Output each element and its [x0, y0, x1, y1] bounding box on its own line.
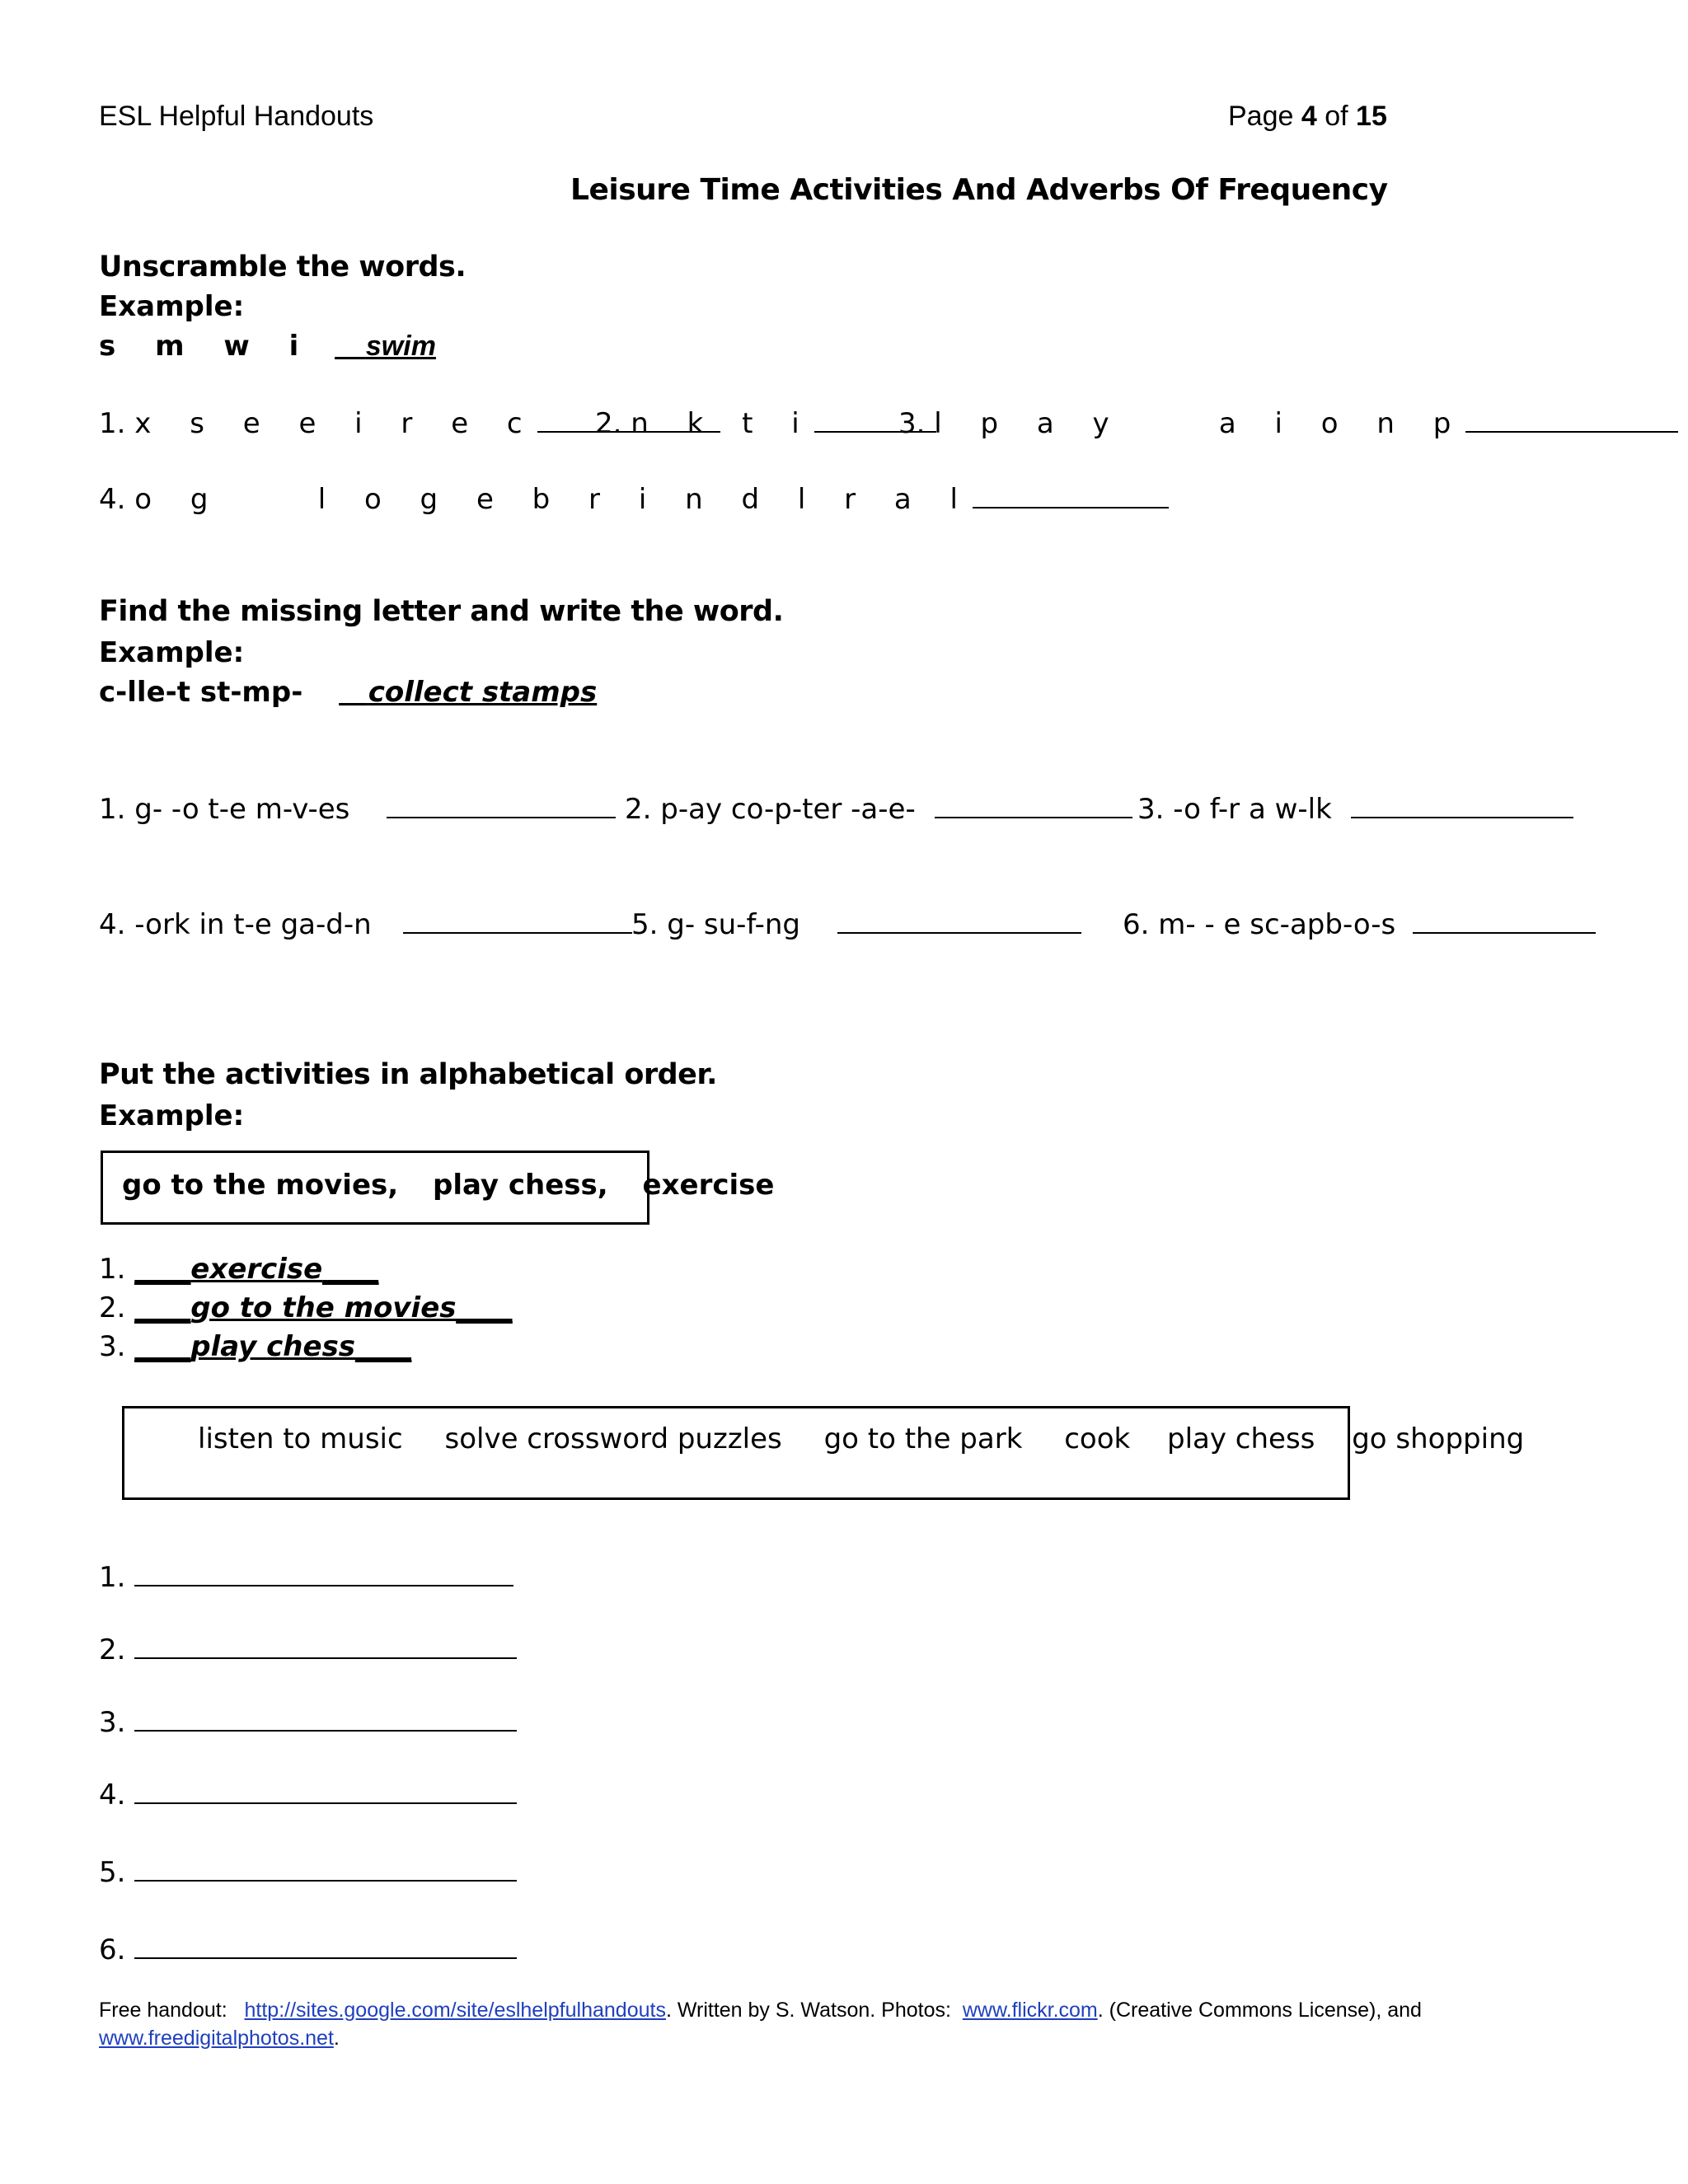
s2-item-2: 2. p-ay co-p-ter -a-e- [625, 793, 1132, 826]
word-box-item: play chess [1167, 1422, 1315, 1455]
section2-example-label: Example: [99, 636, 245, 669]
example-box-item: go to the movies, [122, 1169, 399, 1202]
example-answer-3: 3. ____play chess____ [99, 1330, 412, 1363]
example-box-item: play chess, [433, 1169, 608, 1202]
page-number: 4 [1301, 101, 1317, 132]
s2-item-3: 3. -o f-r a w-lk [1137, 793, 1573, 826]
page-indicator [1228, 101, 1387, 133]
page-of: of [1316, 101, 1357, 132]
s2-item-5: 5. g- su-f-ng [631, 908, 1081, 941]
answer-line-6[interactable]: 6. [99, 1933, 517, 1966]
s1-item-3: 3. l p a y a i o n p [898, 407, 1678, 440]
example-answer-2: collect stamps [368, 676, 598, 709]
example-answer-1: 1. ____exercise____ [99, 1253, 379, 1286]
s2-item-6: 6. m- - e sc-apb-o-s [1123, 908, 1596, 941]
answer-line-2[interactable]: 2. [99, 1633, 517, 1666]
footer-link-flickr[interactable]: www.flickr.com [962, 1999, 1098, 2022]
section2-example [99, 676, 597, 709]
footer-license: . (Creative Commons License), and [1097, 1999, 1422, 2022]
section3-instruction: Put the activities in alphabetical order. [99, 1058, 717, 1091]
word-box-items [198, 1422, 1524, 1455]
footer-end: . [333, 2027, 340, 2050]
answer-line-4[interactable]: 4. [99, 1779, 517, 1811]
answer-line-5[interactable]: 5. [99, 1856, 517, 1889]
section1-example [99, 330, 436, 363]
footer-label: Free handout: [99, 1999, 227, 2022]
footer-credit: . Written by S. Watson. Photos: [665, 1999, 951, 2022]
example-answer-2: 2. ____go to the movies____ [99, 1291, 513, 1324]
footer [99, 1996, 1422, 2052]
page-prefix: Page [1228, 101, 1301, 132]
section3-example-label: Example: [99, 1099, 245, 1132]
section1-example-label: Example: [99, 290, 245, 323]
example-puzzle: c-lle-t st-mp- [99, 676, 303, 709]
page-total: 15 [1356, 101, 1387, 132]
word-box-item: solve crossword puzzles [444, 1422, 782, 1455]
example-scrambled: s m w i [99, 330, 314, 363]
s1-item-1: 1. x s e e i r e c [99, 407, 720, 440]
answer-line-1[interactable]: 1. [99, 1561, 513, 1594]
word-box-item: go shopping [1352, 1422, 1525, 1455]
example-answer: swim [365, 330, 436, 362]
s1-item-2: 2. n k t i [595, 407, 936, 440]
page-title: Leisure Time Activities And Adverbs Of Frequency [570, 173, 1388, 207]
header-left: ESL Helpful Handouts [99, 101, 374, 132]
footer-link-freedigitalphotos[interactable]: www.freedigitalphotos.net [99, 2027, 334, 2050]
s2-item-1: 1. g- -o t-e m-v-es [99, 793, 616, 826]
word-box-item: go to the park [823, 1422, 1023, 1455]
example-box-items [122, 1169, 774, 1202]
section2-instruction: Find the missing letter and write the word. [99, 595, 784, 628]
section1-instruction: Unscramble the words. [99, 251, 467, 284]
answer-line-3[interactable]: 3. [99, 1706, 517, 1739]
footer-link-site[interactable]: http://sites.google.com/site/eslhelpfulhandouts [244, 1999, 666, 2022]
word-box-item: cook [1064, 1422, 1131, 1455]
s2-item-4: 4. -ork in t-e ga-d-n [99, 908, 632, 941]
word-box-item: listen to music [198, 1422, 403, 1455]
example-box-item: exercise [642, 1169, 775, 1202]
s1-item-4: 4. o g l o g e b r i n d l r a l [99, 483, 1169, 516]
